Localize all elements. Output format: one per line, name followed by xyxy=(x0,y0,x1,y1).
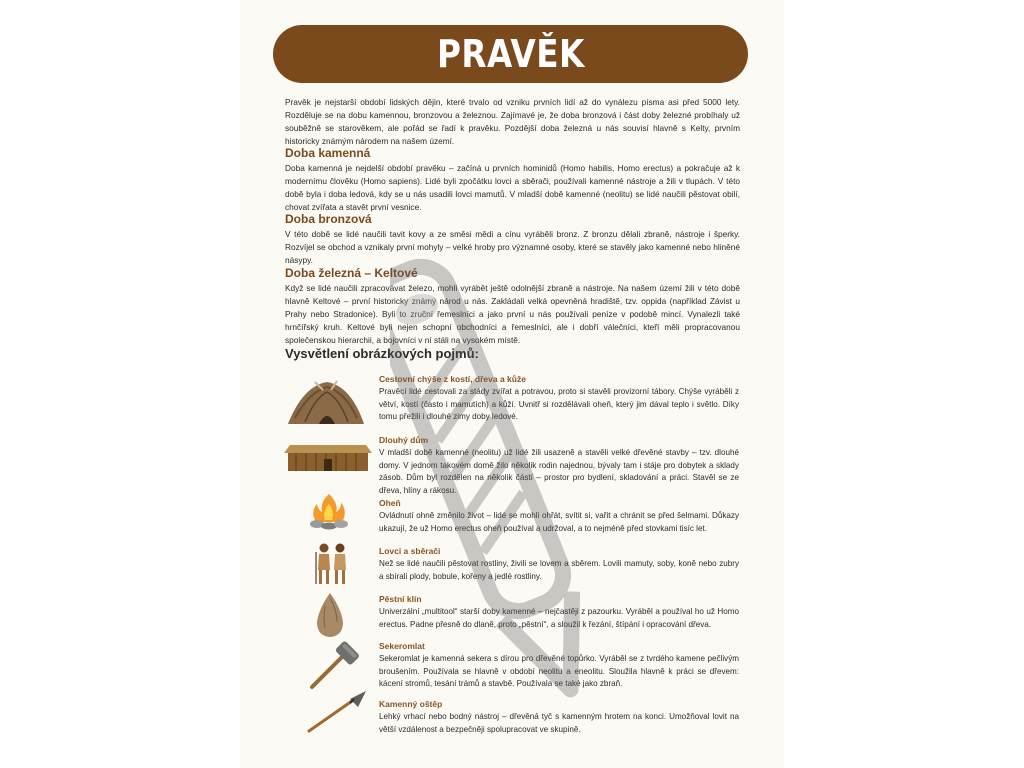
page-title: PRAVĚK xyxy=(436,32,585,76)
spear-icon xyxy=(306,689,368,735)
legend-text-spear: Lehký vrhací nebo bodný nástroj – dřevěná tyč s kamenným hrotem na konci. Umožňoval lovit na větší vzdálenost a bezpečněji spolupracovat ve skupině. xyxy=(379,712,739,734)
intro-paragraph: Pravěk je nejstarší období lidských dějin, které trvalo od vzniku prvních lidí až do vynálezu písma asi před 5000 lety. Rozděluje se na dobu kamennou, bronzovou a železnou. Zajímavé je, že doba bronzová i část doby železné probíhaly už souběžně se starověkem, ale pořád se řadí k pravěku. Pozdější doba železná u nás souvisí hlavně s Kelty, prvním historicky známým národem na našem území. xyxy=(285,97,740,146)
legend-title-hunters: Lovci a sběrači xyxy=(379,546,441,556)
section-text-bronze-age: V této době se lidé naučili tavit kovy a ze směsi mědi a cínu vyráběli bronz. Z bronzu dělali zbraně, nástroje i šperky. Rozvíjel se obchod a vznikaly první mohyly – velké hroby pro významné osoby, které se stavěly jako kamenné nebo hliněné násypy. xyxy=(285,229,740,265)
hunters-icon xyxy=(314,542,350,586)
section-text-iron-age: Když se lidé naučili zpracovávat železo, mohli vyrábět ještě odolnější zbraně a nástroje. Na našem území žili v této době hlavně Keltové – první historicky známý národ u nás. Zakládali velká opevněná hradiště, tzv. oppida (například Závist u Prahy nebo Stradonice). Byli to zruční řemeslníci a jako první u nás používali peníze v podobě mincí. Vynalezli také hrnčířský kruh. Keltové byli nejen schopní obchodníci a řemeslníci, ale i dobří válečníci, kteří měli propracovanou společenskou hierarchii, a bojovníci v ní stáli na vysokém místě. xyxy=(285,283,740,345)
hand-axe-icon xyxy=(315,592,345,638)
section-heading-stone-age: Doba kamenná xyxy=(285,146,371,160)
legend-title-fire: Oheň xyxy=(379,498,401,508)
legend-text-hunters: Než se lidé naučili pěstovat rostliny, živili se lovem a sběrem. Lovili mamuty, soby, koně nebo zubry a sbírali plody, bobule, kořeny a jedlé rostliny. xyxy=(379,559,739,581)
section-heading-iron-age: Doba železná – Keltové xyxy=(285,266,418,280)
legend-heading: Vysvětlení obrázkových pojmů: xyxy=(285,346,479,361)
title-banner xyxy=(273,25,748,83)
fire-icon xyxy=(308,492,350,530)
legend-text-hand-axe: Univerzální „multitool“ starší doby kamenné – nejčastěji z pazourku. Vyráběl a používal ho už Homo erectus. Padne přesně do dlaně, proto „pěstní“, a sloužil k řezání, štípání i opracování dřeva. xyxy=(379,607,739,629)
legend-text-stone-hammer: Sekeromlat je kamenná sekera s dírou pro dřevěné topůrko. Vyráběl se z tvrdého kamene pečlivým broušením. Používala se hlavně v období neolitu a eneolitu. Sloužila hlavně k práci se dřevem: kácení stromů, tesání trámů a stavbě. Používala se také jako zbraň. xyxy=(379,654,739,689)
legend-title-stone-hammer: Sekeromlat xyxy=(379,641,425,651)
worksheet-page xyxy=(240,0,784,768)
longhouse-icon xyxy=(284,443,372,473)
legend-text-longhouse: V mladší době kamenné (neolitu) už lidé žili usazeně a stavěli velké dřevěné stavby – tzv. dlouhé domy. V jednom takovém domě žilo několik rodin najednou, bývaly tam i stáje pro dobytek a sklady zásob. Dům byl rozdělen na několik částí – prostor pro bydlení, skladování a práci. Stavěl se ze dřeva, hlíny a rákosu. xyxy=(379,448,739,496)
section-heading-bronze-age: Doba bronzová xyxy=(285,212,372,226)
legend-title-hand-axe: Pěstní klín xyxy=(379,594,422,604)
legend-title-hut: Cestovní chýše z kostí, dřeva a kůže xyxy=(379,374,526,384)
legend-text-fire: Ovládnutí ohně změnilo život – lidé se mohli ohřát, svítit si, vařit a chránit se před šelmami. Důkazy ukazují, že už Homo erectus oheň používal a udržoval, a to nejméně před stovkami tisíc let. xyxy=(379,511,739,533)
legend-text-hut: Pravěcí lidé cestovali za stády zvířat a potravou, proto si stavěli provizorní tábory. Chýše vyráběli z větví, kostí (často i mamutích) a kůží. Uvnitř si rozdělávali oheň, který jim dával teplo i světlo. Díky tomu přežili i dlouhé zimy doby ledové. xyxy=(379,387,739,422)
legend-title-spear: Kamenný oštěp xyxy=(379,699,443,709)
hut-icon xyxy=(285,378,367,428)
stone-hammer-icon xyxy=(306,641,362,691)
section-text-stone-age: Doba kamenná je nejdelší období pravěku – začíná u prvních hominidů (Homo habilis, Homo erectus) a pokračuje až k modernímu člověku (Homo sapiens). Lidé byli zpočátku lovci a sběrači, používali kamenné nástroje a žili v tlupách. V této době byla i doba ledová, kdy se u nás usadili lovci mamutů. V mladší době kamenné (neolitu) se lidé naučili pěstovat obilí, chovat zvířata a stavět první vesnice. xyxy=(285,163,740,212)
legend-title-longhouse: Dlouhý dům xyxy=(379,435,429,445)
